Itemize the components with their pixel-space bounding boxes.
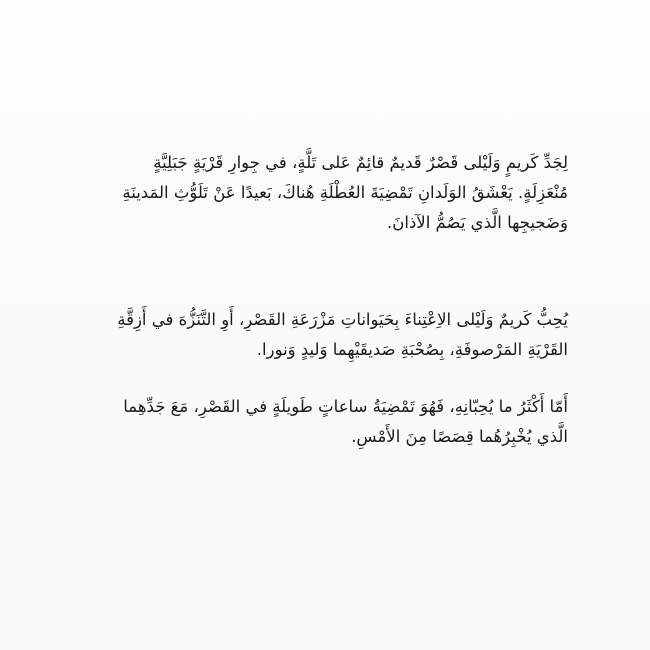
paragraph-intro — [78, 148, 568, 238]
text-line: مُنْعَزِلَةٍ. يَعْشَقُ الوَلَدانِ تَمْضِيَةَ العُطْلَةِ هُناكَ، بَعيدًا عَنْ تَلَوُّثِ المَدينَةِ — [122, 183, 568, 202]
text-line: وَضَجيجِها الَّذي يَصُمُّ الآذانَ. — [387, 213, 568, 232]
paragraph-grandfather — [78, 392, 568, 452]
text-line: القَرْيَةِ المَرْصوفَةِ، بِصُحْبَةِ صَديقَيْهِما وَليدٍ وَنورا. — [256, 340, 568, 359]
paragraph-activities — [78, 305, 568, 365]
text-line: الَّذي يُخْبِرُهُما قِصَصًا مِنَ الأَمْسِ. — [351, 427, 568, 446]
text-line: يُحِبُّ كَريمٌ وَلَيْلى الاِعْتِناءَ بِحَيَواناتِ مَزْرَعَةِ القَصْرِ، أَوِ التَّنَزُّهَ في أَزِقَّةِ — [117, 310, 568, 329]
text-line: لِجَدِّ كَريمٍ وَلَيْلى قَصْرٌ قَديمٌ قائِمٌ عَلى تَلَّةٍ، في جِوارِ قَرْيَةٍ جَبَلِيَّةٍ — [153, 153, 568, 172]
text-line: أَمّا أَكْثَرُ ما يُحِبّانِهِ، فَهُوَ تَمْضِيَةُ ساعاتٍ طَويلَةٍ في القَصْرِ، مَعَ جَدِّهِما — [123, 397, 568, 416]
